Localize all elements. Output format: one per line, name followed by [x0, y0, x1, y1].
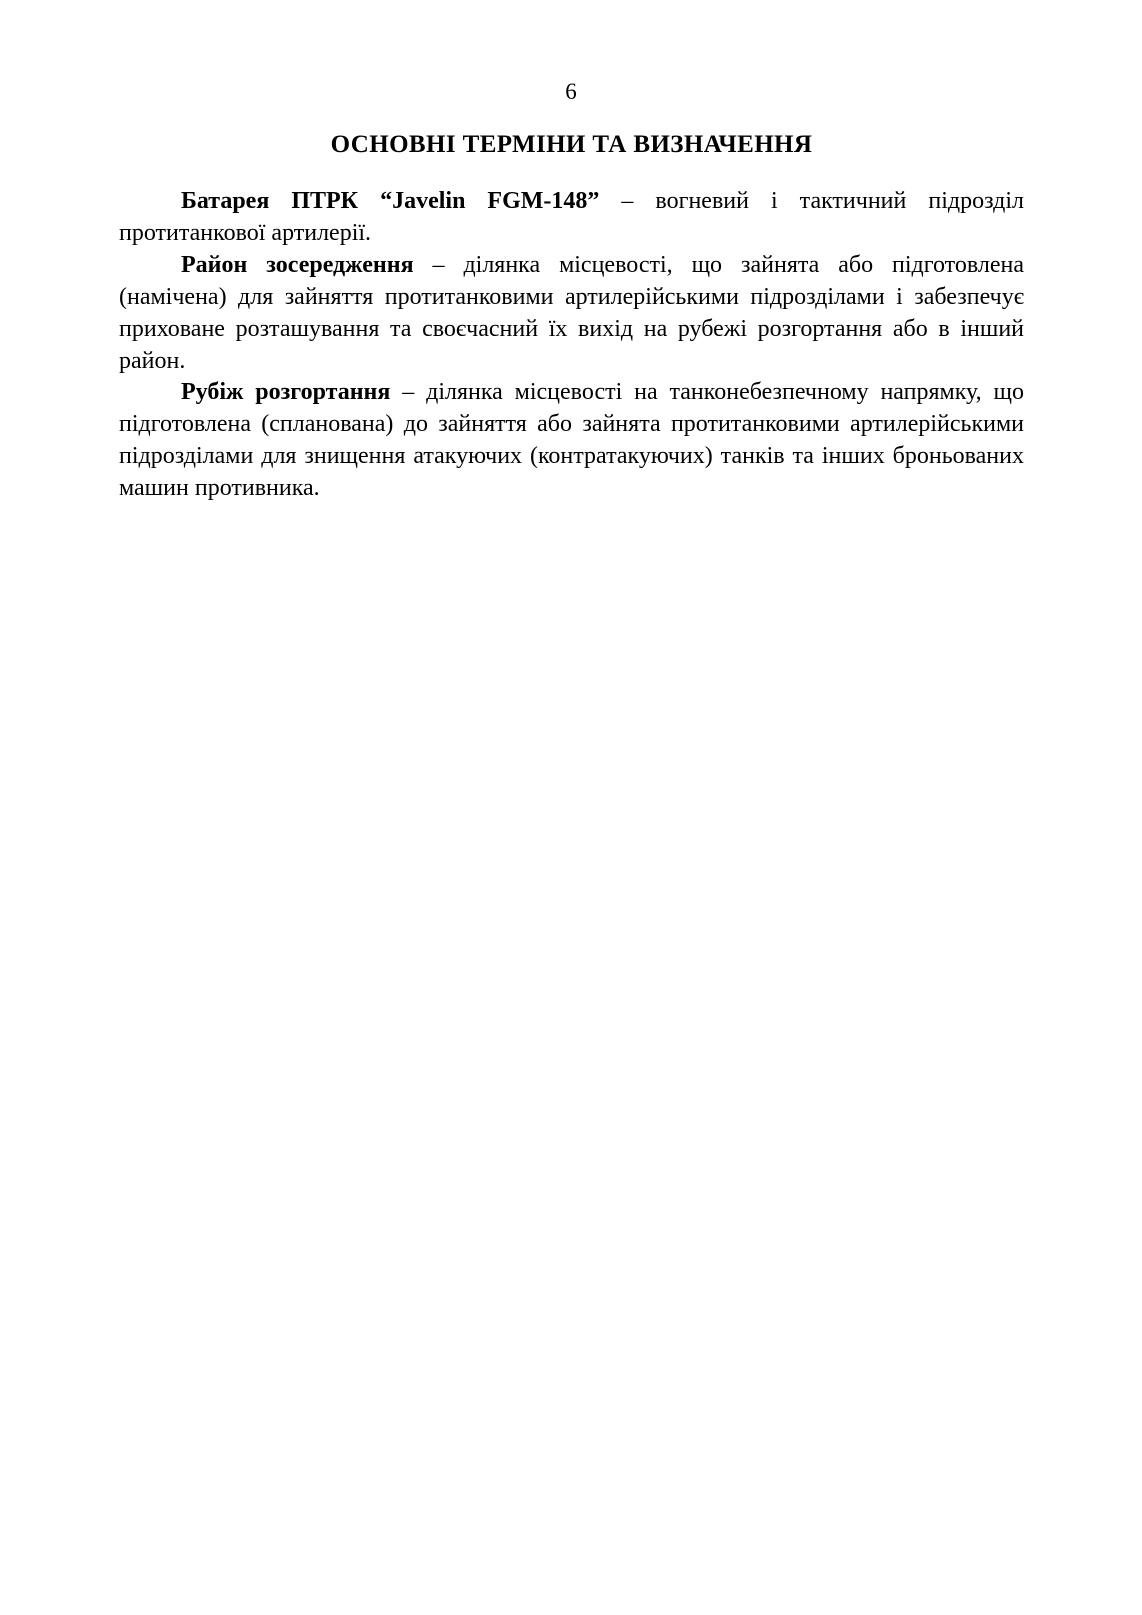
document-body: [119, 130, 1024, 505]
definition-text: – вогневий і тактичний підрозділ протитанкової артилерії.: [119, 188, 1025, 246]
page-number: 6: [565, 79, 577, 104]
definition-paragraph: [119, 250, 1024, 378]
definition-text: – ділянка місцевості, що зайнята або підготовлена (намічена) для зайняття протитанковими артилерійськими підрозділами і забезпечує приховане розташування та своєчасний їх вихід на рубежі розгортання або в інший район.: [119, 251, 1024, 374]
definition-term: Рубіж розгортання: [181, 379, 391, 406]
definition-paragraph: [119, 377, 1024, 505]
definition-paragraph: [119, 186, 1024, 250]
page-title: ОСНОВНІ ТЕРМІНИ ТА ВИЗНАЧЕННЯ: [330, 131, 813, 158]
definition-term: Район зосередження: [181, 251, 414, 278]
definition-text: – ділянка місцевості на танконебезпечному напрямку, що підготовлена (спланована) до зайняття або зайнята протитанковими артилерійськими підрозділами для знищення атакуючих (контратакуючих) танків та інших броньованих машин противника.: [119, 379, 1024, 502]
definition-term: Батарея ПТРК “Javelin FGM-148”: [181, 188, 600, 214]
